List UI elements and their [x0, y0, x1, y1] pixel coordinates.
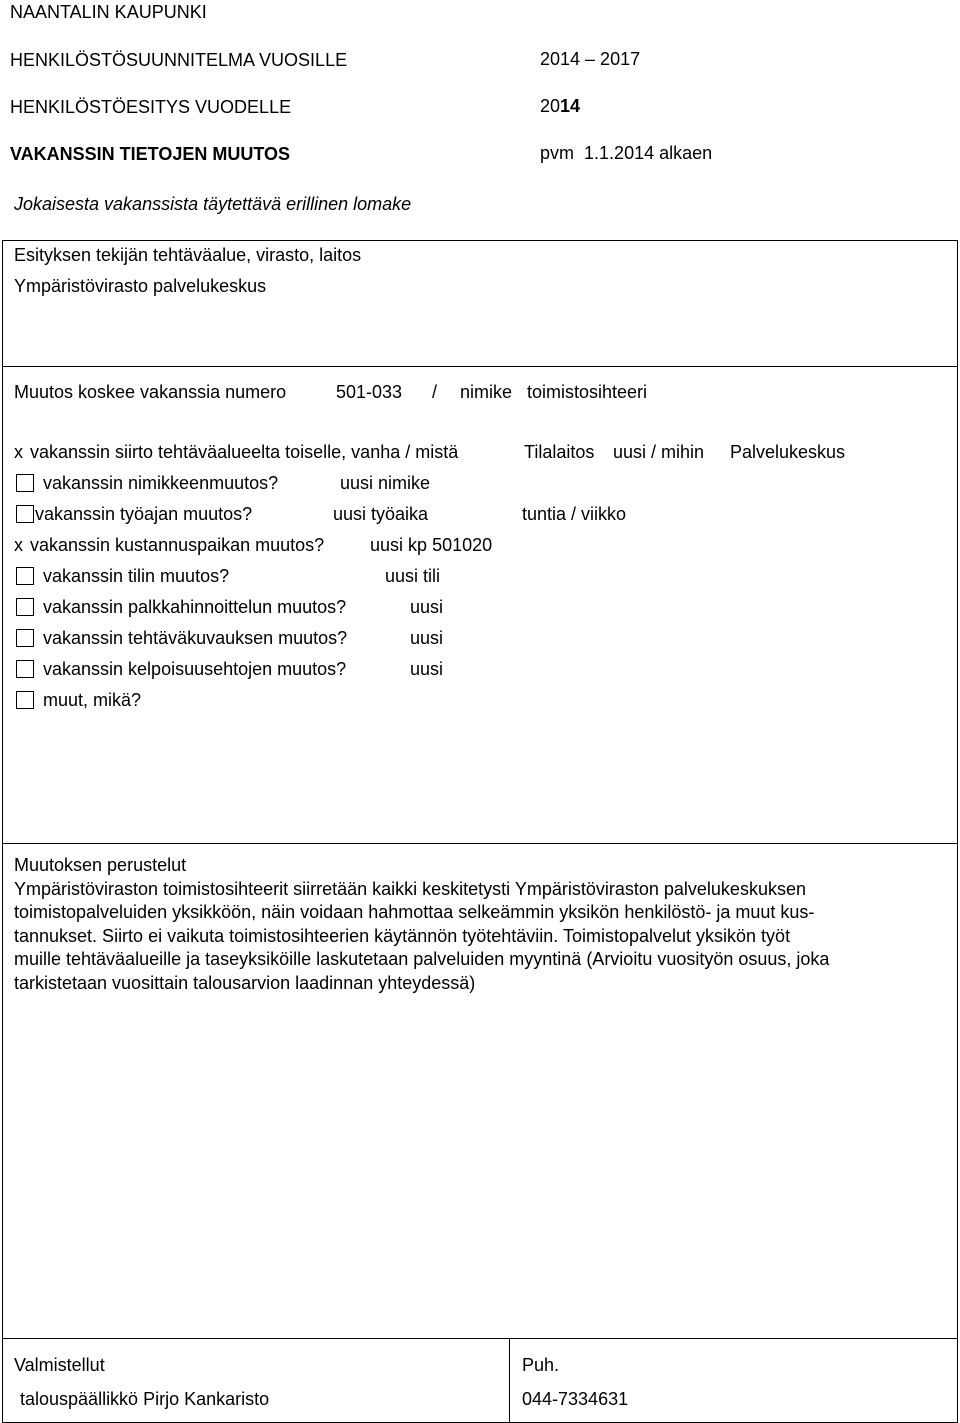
cost-center-new: [370, 535, 492, 555]
name-change-checkbox[interactable]: [16, 474, 34, 492]
form-instruction: Jokaisesta vakanssista täytettävä erillinen lomake: [14, 194, 412, 214]
salary-change-new-label: uusi: [410, 597, 444, 617]
job-desc-change-checkbox[interactable]: [16, 629, 34, 647]
presenter-label: Esityksen tekijän tehtäväalue, virasto, laitos: [14, 245, 362, 265]
title-value: toimistosihteeri: [527, 382, 648, 402]
transfer-new-label: uusi / mihin: [613, 442, 705, 462]
hours-change-unit: tuntia / viikko: [522, 504, 627, 524]
account-change-checkbox[interactable]: [16, 567, 34, 585]
proposal-year-prefix: 20: [540, 96, 561, 116]
account-change-label: vakanssin tilin muutos?: [43, 566, 230, 586]
presenter-value: Ympäristövirasto palvelukeskus: [14, 276, 267, 296]
form-date: [540, 143, 712, 163]
justification-line-2: toimistopalveluiden yksikköön, näin voidaan hahmottaa selkeämmin yksikön henkilöstö- ja muut kus-: [14, 902, 815, 922]
transfer-new-value: Palvelukeskus: [730, 442, 846, 462]
city-name: NAANTALIN KAUPUNKI: [10, 2, 207, 22]
transfer-old-value: Tilalaitos: [524, 442, 595, 462]
other-change-checkbox[interactable]: [16, 691, 34, 709]
vacancy-number: 501-033: [336, 382, 403, 402]
vacancy-label: Muutos koskee vakanssia numero: [14, 382, 287, 402]
form-frame: [2, 240, 958, 1423]
justification-line-4: muille tehtäväalueille ja taseyksiköille laskutetaan palveluiden myyntinä (Arvioitu vuosityön osuus, joka: [14, 949, 830, 969]
justification-line-5: tarkistetaan vuosittain talousarvion laadinnan yhteydessä): [14, 973, 476, 993]
hours-change-checkbox[interactable]: [16, 505, 34, 523]
job-desc-change-label: vakanssin tehtäväkuvauksen muutos?: [43, 628, 348, 648]
name-change-new-label: uusi nimike: [340, 473, 431, 493]
qualification-change-new-label: uusi: [410, 659, 444, 679]
other-change-label: muut, mikä?: [43, 690, 142, 710]
plan-years: 2014 – 2017: [540, 49, 641, 69]
divider-justification: [2, 1338, 958, 1339]
justification-line-3: tannukset. Siirto ei vaikuta toimistosihteerien käytännön työtehtäviin. Toimistopalvelut yksikön työt: [14, 926, 791, 946]
transfer-label: vakanssin siirto tehtäväalueelta toiselle, vanha / mistä: [30, 442, 459, 462]
cost-center-mark: x: [14, 535, 23, 555]
proposal-label: HENKILÖSTÖESITYS VUODELLE: [10, 97, 292, 117]
prepared-label: Valmistellut: [14, 1355, 105, 1375]
proposal-year: [540, 96, 580, 116]
cost-center-new-label: uusi kp: [370, 535, 428, 555]
cost-center-label: vakanssin kustannuspaikan muutos?: [30, 535, 325, 555]
proposal-year-suffix: 14: [560, 96, 581, 116]
hours-change-label: vakanssin työajan muutos?: [35, 504, 253, 524]
footer-column-divider: [509, 1338, 510, 1423]
phone-value: 044-7334631: [522, 1389, 629, 1409]
salary-change-checkbox[interactable]: [16, 598, 34, 616]
salary-change-label: vakanssin palkkahinnoittelun muutos?: [43, 597, 347, 617]
date-prefix: pvm: [540, 143, 575, 163]
transfer-mark: x: [14, 442, 23, 462]
title-label: nimike: [460, 382, 513, 402]
divider-presenter: [2, 366, 958, 367]
date-value: 1.1.2014 alkaen: [584, 143, 713, 163]
vacancy-separator: /: [432, 382, 438, 402]
plan-label: HENKILÖSTÖSUUNNITELMA VUOSILLE: [10, 50, 348, 70]
hours-change-new-label: uusi työaika: [333, 504, 429, 524]
qualification-change-checkbox[interactable]: [16, 660, 34, 678]
name-change-label: vakanssin nimikkeenmuutos?: [43, 473, 279, 493]
qualification-change-label: vakanssin kelpoisuusehtojen muutos?: [43, 659, 347, 679]
account-change-new-label: uusi tili: [385, 566, 441, 586]
justification-label: Muutoksen perustelut: [14, 855, 187, 875]
form-title: VAKANSSIN TIETOJEN MUUTOS: [10, 144, 291, 164]
phone-label: Puh.: [522, 1355, 560, 1375]
cost-center-new-value: 501020: [432, 535, 493, 555]
job-desc-change-new-label: uusi: [410, 628, 444, 648]
justification-line-1: Ympäristöviraston toimistosihteerit siirretään kaikki keskitetysti Ympäristöviraston palvelukeskuksen: [14, 879, 806, 899]
prepared-value: talouspäällikkö Pirjo Kankaristo: [20, 1389, 270, 1409]
divider-change: [2, 843, 958, 844]
